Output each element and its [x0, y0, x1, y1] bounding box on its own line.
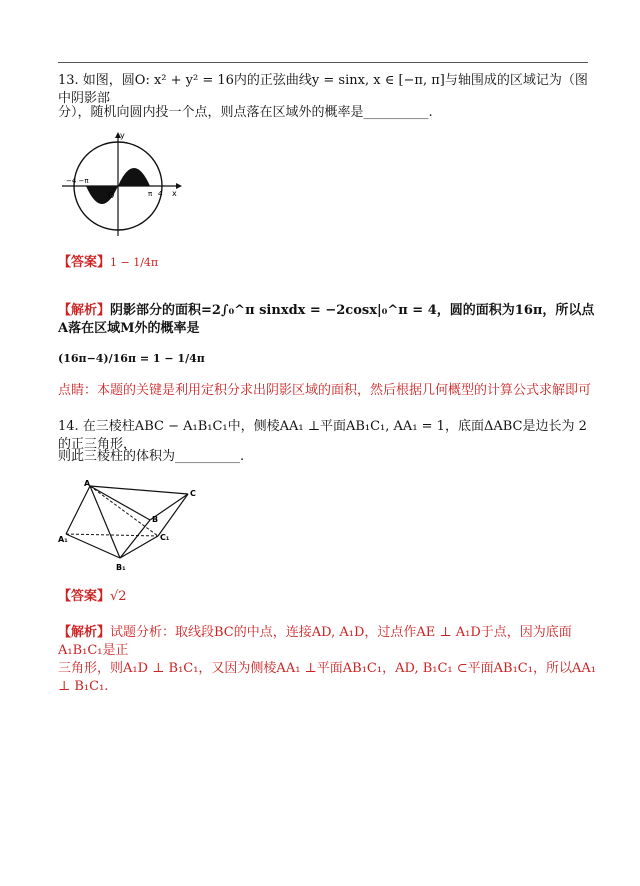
- q14-label-c: C: [190, 489, 196, 498]
- q13-line-2: 分），随机向圆内投一个点，则点落在区域外的概率是__________.: [58, 105, 433, 120]
- q13-analysis: [58, 302, 598, 338]
- q14-line-1: 14. 在三棱柱ABC − A₁B₁C₁中，侧棱AA₁ ⊥平面AB₁C₁, AA₁ = 1，底面ΔABC是边长为 2 的正三角形，: [58, 419, 587, 452]
- q13-four-label: 4: [158, 190, 163, 198]
- q14-answer-tag: 【答案】: [58, 589, 111, 604]
- q13-x-axis-label: x: [172, 189, 177, 198]
- q14-label-b: B: [152, 515, 159, 524]
- q14-analysis-text-1: 试题分析：取线段BC的中点，连接AD, A₁D，过点作AE ⊥ A₁D于点，因为底面A₁B₁C₁是正: [58, 625, 572, 658]
- q14-label-b1: B₁: [116, 563, 126, 572]
- q14-label-a: A: [84, 479, 91, 488]
- q13-answer: [58, 254, 598, 272]
- q14-analysis-line-2: 三角形，则A₁D ⊥ B₁C₁，又因为侧棱AA₁ ⊥平面AB₁C₁，AD, B₁C₁ ⊂平面AB₁C₁，所以AA₁ ⊥ B₁C₁.: [58, 661, 596, 694]
- q13-analysis-text: 阴影部分的面积=2∫₀^π sinxdx = −2cosx|₀^π = 4，圆的面积为16π，所以点A落在区域M外的概率是: [58, 303, 595, 336]
- q13-figure: [58, 130, 182, 240]
- q14-analysis-line-1: [58, 624, 598, 660]
- q14-analysis-tag: 【解析】: [58, 625, 111, 640]
- q14-answer: [58, 588, 598, 606]
- q13-answer-value: 1 − 1/4π: [110, 256, 159, 269]
- q13-y-axis-label: y: [120, 131, 125, 140]
- q13-analysis-tag: 【解析】: [58, 303, 111, 318]
- q13-origin-label: O: [108, 191, 115, 200]
- q13-line-1: 13. 如图，圆O: x² + y² = 16内的正弦曲线y = sinx, x ∈ [−π, π]与轴围成的区域记为（图中阴影部: [58, 73, 588, 106]
- q14-label-c1: C₁: [160, 533, 170, 542]
- q13-comment: 点睛：本题的关键是利用定积分求出阴影区域的面积，然后根据几何概型的计算公式求解即可: [58, 383, 592, 398]
- q14-label-a1: A₁: [58, 535, 68, 544]
- header-rule: [58, 62, 588, 63]
- q14-answer-value: √2: [110, 589, 127, 604]
- q13-answer-tag: 【答案】: [58, 255, 111, 270]
- q13-pi-label: π: [148, 190, 153, 198]
- q14-line-2: 则此三棱柱的体积为__________.: [58, 449, 245, 464]
- q13-formula: (16π−4)/16π = 1 − 1/4π: [58, 352, 205, 365]
- q13-neg-label: −4 −π: [66, 177, 89, 185]
- q14-figure: [58, 478, 208, 574]
